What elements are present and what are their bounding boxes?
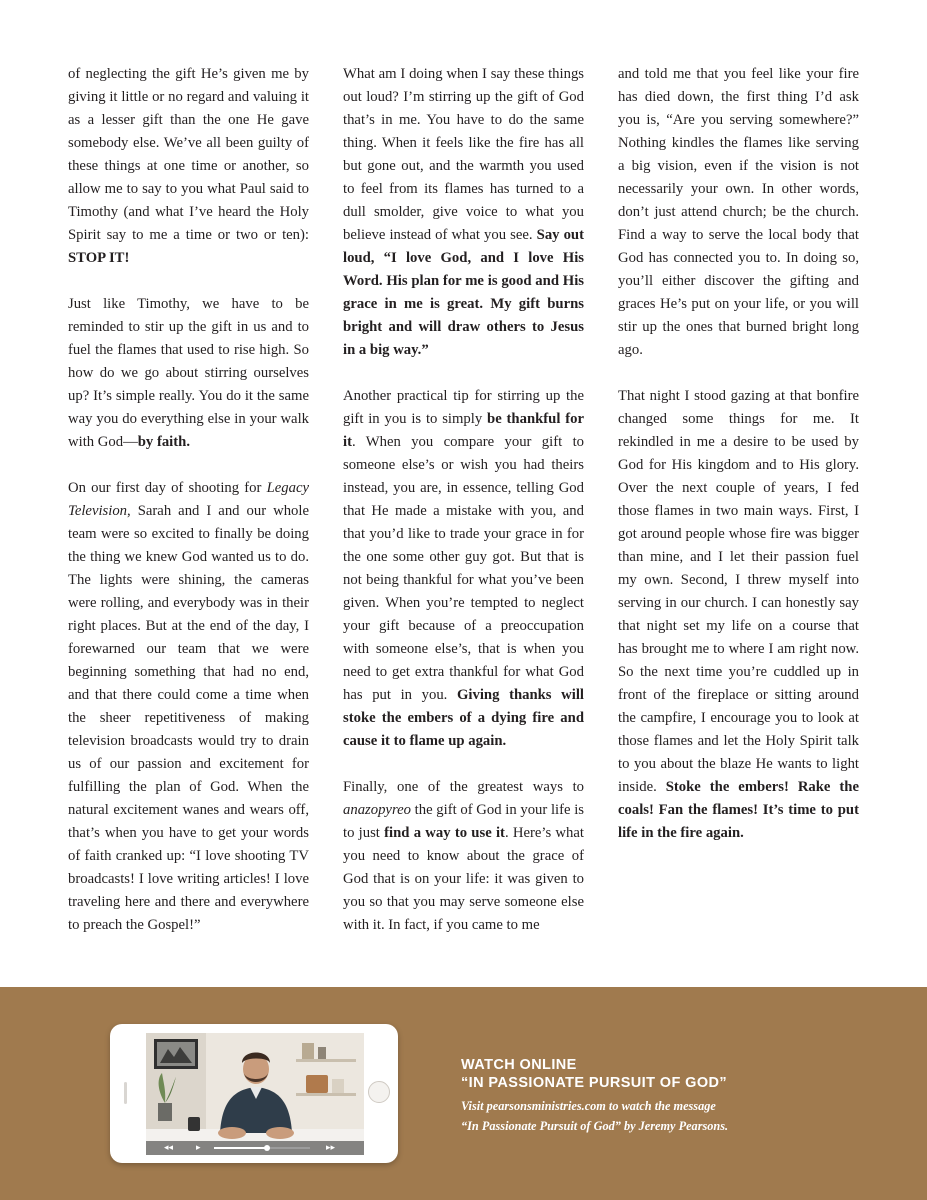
video-thumbnail[interactable] (146, 1033, 364, 1155)
banner-description: Visit pearsonsministries.com to watch the message “In Passionate Pursuit of God” by Jeremy Pearsons. (461, 1099, 729, 1133)
banner-heading: WATCH ONLINE “IN PASSIONATE PURSUIT OF GOD” (461, 1057, 728, 1091)
fast-forward-icon[interactable]: ▸▸ (326, 1143, 336, 1153)
article-column-3 (618, 63, 859, 845)
video-still-image (146, 1033, 364, 1155)
paragraph: What am I doing when I say these things out loud? I’m stirring up the gift of God that’s in me. You have to do the same thing. When it feels like the fire has all but gone out, and the warmth you used to feel from its flames has turned to a dull smolder, give voice to what you believe instead of what you see. Say out loud, “I love God, and I love His Word. His plan for me is good and His grace in me is great. My gift burns bright and will draw others to Jesus in a big way.” (343, 66, 584, 358)
rewind-icon[interactable]: ◂◂ (164, 1143, 174, 1153)
video-progress-fill (214, 1147, 267, 1149)
paragraph: That night I stood gazing at that bonfire changed some things for me. It rekindled in me a desire to be used by God for His kingdom and to His glory. Over the next couple of years, I fed those flames in two main ways. First, I got around people whose fire was bigger than mine, and I let their passion fuel my own. Second, I threw myself into serving in our church. I can honestly say that night set my life on a course that has brought me to where I am right now. So the next time you’re cuddled up in front of the fireplace or sitting around the campfire, I encourage you to look at those flames and let the Holy Spirit talk to you about the blaze He wants to light inside. Stoke the embers! Rake the coals! Fan the flames! It’s time to put life in the fire again. (618, 388, 859, 841)
paragraph: On our first day of shooting for Legacy Television, Sarah and I and our whole team were so excited to finally be doing the thing we knew God wanted us to do. The lights were shining, the cameras were rolling, and everybody was in their right places. But at the end of the day, I forewarned our team that we were beginning something that had no end, and that there could come a time when the sheer repetitiveness of making television broadcasts would try to drain us of our passion and excitement for fulfilling the plan of God. When the natural excitement wanes and wears off, that’s when you have to get your words of faith cranked up: “I love shooting TV broadcasts! I love writing articles! I love traveling here and there and everywhere to preach the Gospel!” (68, 480, 309, 933)
paragraph: Just like Timothy, we have to be reminded to stir up the gift in us and to fuel the flames that used to rise high. So how do we go about stirring ourselves up? It’s simple really. You do it the same way you do everything else in your walk with God—by faith. (68, 296, 309, 450)
article-column-2 (343, 63, 584, 937)
watch-online-banner (0, 987, 927, 1200)
video-controls (146, 1141, 364, 1155)
play-icon[interactable]: ▸ (196, 1143, 201, 1153)
video-scrubber-handle[interactable] (264, 1145, 270, 1151)
video-progress-bar[interactable] (214, 1147, 310, 1149)
article-column-1 (68, 63, 309, 937)
watch-online-text (461, 1056, 861, 1136)
phone-speaker (124, 1082, 127, 1104)
paragraph: Finally, one of the greatest ways to anazopyreo the gift of God in your life is to just find a way to use it. Here’s what you need to know about the grace of God that is on your life: it was given to you so that you may serve someone else with it. In fact, if you came to me (343, 779, 584, 933)
phone-mockup (110, 1024, 398, 1163)
paragraph: of neglecting the gift He’s given me by giving it little or no regard and valuing it as a lesser gift than the one He gave somebody else. We’ve all been guilty of these things at one time or another, so allow me to say to you what Paul said to Timothy (and what I’ve heard the Holy Spirit say to me a time or two or ten): STOP IT! (68, 66, 309, 266)
paragraph: and told me that you feel like your fire has died down, the first thing I’d ask you is, “Are you serving somewhere?” Nothing kindles the flames like serving a big vision, even if the vision is not necessarily your own. In other words, don’t just attend church; be the church. Find a way to serve the local body that God has connected you to. In doing so, you’ll either discover the gifting and graces He’s put on your life, or you will stir up the ones that burned bright long ago. (618, 66, 859, 358)
phone-home-button (368, 1081, 390, 1103)
paragraph: Another practical tip for stirring up the gift in you is to simply be thankful for it. When you compare your gift to someone else’s or wish you had theirs instead, you are, in essence, telling God that He made a mistake with you, and that you’d like to trade your grace in for the one some other guy got. But that is not being thankful for what you’ve been given. When you’re tempted to neglect your gift because of a preoccupation with someone else’s, that is when you need to get extra thankful for what God has put in you. Giving thanks will stoke the embers of a dying fire and cause it to flame up again. (343, 388, 585, 749)
